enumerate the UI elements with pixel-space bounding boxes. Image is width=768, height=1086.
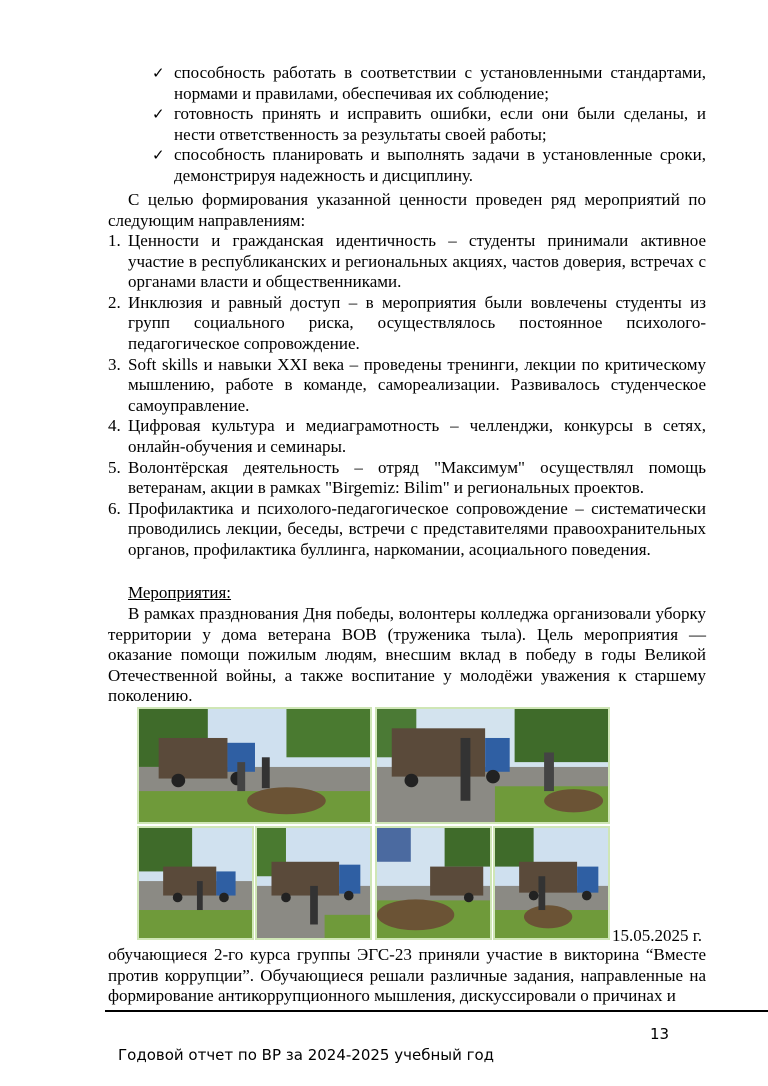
checklist-item: ✓ готовность принять и исправить ошибки, если они были сделаны, и нести ответственность за результаты своей работы;	[152, 104, 706, 144]
photo-truck-cleanup-2	[375, 707, 610, 824]
page-number: 13	[650, 1025, 670, 1043]
photo-truck-cleanup-1	[137, 707, 372, 824]
photo-truck-cleanup-5	[375, 826, 492, 940]
events-heading: Мероприятия:	[128, 583, 232, 602]
photo-truck-cleanup-6	[493, 826, 610, 940]
quiz-paragraph: обучающиеся 2-го курса группы ЭГС-23 приняли участие в викторина “Вместе против коррупции”. Обучающиеся решали различные задания, направленные на формирование антикоррупционного мышления, дискуссировали о причинах и	[108, 945, 706, 1006]
checkmark-icon: ✓	[152, 105, 165, 124]
checkmark-icon: ✓	[152, 64, 165, 82]
qualities-checklist	[148, 63, 706, 187]
event-date: 15.05.2025 г.	[612, 926, 703, 945]
direction-item: 1. Ценности и гражданская идентичность – студенты принимали активное участие в республиканских и региональных акциях, частов доверия, встречах с органами власти и общественниками.	[108, 231, 706, 292]
footer-divider	[105, 1010, 768, 1012]
photo-truck-cleanup-4	[255, 826, 372, 940]
event-photo-collage	[137, 707, 610, 940]
checkmark-icon: ✓	[152, 146, 165, 165]
checklist-item: ✓ способность планировать и выполнять задачи в установленные сроки, демонстрируя надежность и дисциплину.	[152, 145, 706, 185]
footer-title: Годовой отчет по ВР за 2024-2025 учебный год	[118, 1046, 495, 1064]
event-paragraph: В рамках празднования Дня победы, волонтеры колледжа организовали уборку территории у дома ветерана ВОВ (труженика тыла). Цель мероприятия — оказание помощи пожилым людям, внесшим вклад в победу в годы Великой Отечественной войны, а также воспитание у молодёжи уважения к старшему поколению.	[108, 604, 706, 706]
photo-truck-cleanup-3	[137, 826, 254, 940]
checklist-item: ✓ способность работать в соответствии с установленными стандартами, нормами и правилами, обеспечивая их соблюдение;	[152, 63, 706, 103]
direction-item: 3. Soft skills и навыки XXI века – проведены тренинги, лекции по критическому мышлению, работе в команде, самореализации. Развивалось студенческое самоуправление.	[108, 354, 706, 415]
direction-item: 6. Профилактика и психолого-педагогическое сопровождение – систематически проводились лекции, беседы, встречи с представителями правоохранительных органов, профилактика буллинга, наркомании, асоциального поведения.	[108, 498, 706, 559]
direction-item: 5. Волонтёрская деятельность – отряд "Максимум" осуществлял помощь ветеранам, акции в рамках "Birgemiz: Bilim" и региональных проектов.	[108, 457, 706, 498]
directions-list	[108, 231, 706, 561]
direction-item: 2. Инклюзия и равный доступ – в мероприятия были вовлечены студенты из групп социального риска, осуществлялось постоянное психолого-педагогическое сопровождение.	[108, 292, 706, 353]
intro-paragraph: С целью формирования указанной ценности проведен ряд мероприятий по следующим направлениям:	[108, 190, 706, 230]
direction-item: 4. Цифровая культура и медиаграмотность – челленджи, конкурсы в сетях, онлайн-обучения и семинары.	[108, 416, 706, 456]
